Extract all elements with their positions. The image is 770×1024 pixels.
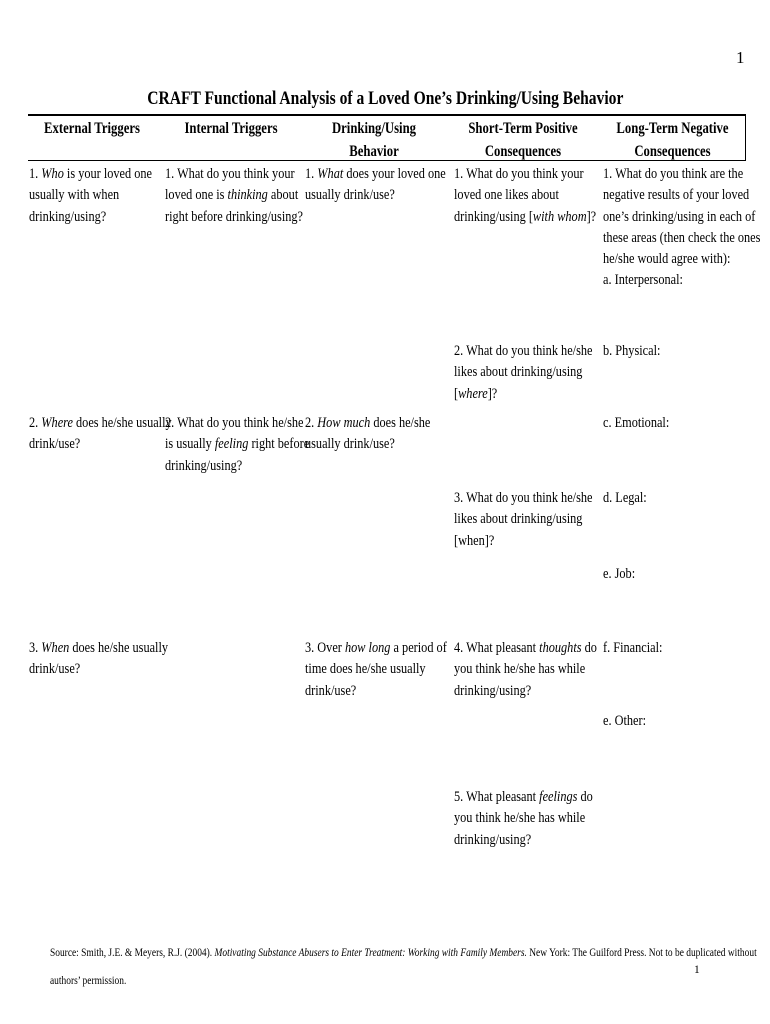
negative-other: e. Other: [603,713,647,729]
source-text: Source: Smith, J.E. & Meyers, R.J. (2004). [50,947,215,959]
header-text: Short-Term Positive [468,120,578,137]
footer-source [50,947,757,959]
negative-job: e. Job: [603,566,636,582]
positive-question-3: 3. What do you think he/she likes about drinking/using [when]? [454,490,593,549]
footer-page-number: 1 [694,964,700,976]
external-question-1: 1. Who is your loved one usually with when drinking/using? [29,166,152,225]
header-text: Drinking/Using Behavior [331,120,417,160]
header-text: Long-Term Negative [616,120,729,137]
column-header-positive [452,117,594,163]
positive-question-4: 4. What pleasant thoughts do you think he/she has while drinking/using? [454,640,597,699]
column-header-external [28,117,156,140]
header-text: Consequences [634,143,711,160]
title-text: CRAFT Functional Analysis of a Loved One’s Drinking/Using Behavior [146,88,624,109]
page-title [0,88,770,110]
page-number-top: 1 [736,48,745,67]
header-right-border [745,114,746,161]
header-text: Internal Triggers [184,120,278,137]
positive-question-5: 5. What pleasant feelings do you think he/she has while drinking/using? [454,789,593,848]
negative-financial: f. Financial: [603,640,663,656]
column-header-internal [164,117,298,140]
positive-question-1: 1. What do you think your loved one likes about drinking/using [with whom]? [454,166,597,225]
negative-legal: d. Legal: [603,490,647,506]
footer-permission: authors’ permission. [50,975,127,987]
external-question-3: 3. When does he/she usually drink/use? [29,640,169,678]
external-question-2: 2. Where does he/she usually drink/use? [29,415,172,453]
internal-question-1: 1. What do you think your loved one is thinking about right before drinking/using? [165,166,304,225]
behavior-question-2: 2. How much does he/she usually drink/use? [305,415,431,453]
negative-emotional: c. Emotional: [603,415,670,431]
positive-question-2: 2. What do you think he/she likes about drinking/using [where]? [454,343,593,402]
header-text: External Triggers [44,120,140,137]
negative-intro: 1. What do you think are the negative results of your loved one’s drinking/using in each of these areas (then check the ones he/she would agree with): a. Interpersonal: [603,166,761,289]
behavior-question-1: 1. What does your loved one usually drink/use? [305,166,446,204]
table-top-rule [28,114,746,116]
column-header-negative [600,117,745,163]
source-title: Motivating Substance Abusers to Enter Treatment: Working with Family Members. [214,947,527,959]
source-text: New York: The Guilford Press. Not to be duplicated without [526,947,757,959]
internal-question-2: 2. What do you think he/she is usually feeling right before drinking/using? [165,415,310,474]
behavior-question-3: 3. Over how long a period of time does he/she usually drink/use? [305,640,447,699]
header-text: Consequences [484,143,562,160]
negative-physical: b. Physical: [603,343,661,359]
column-header-behavior [303,117,445,163]
